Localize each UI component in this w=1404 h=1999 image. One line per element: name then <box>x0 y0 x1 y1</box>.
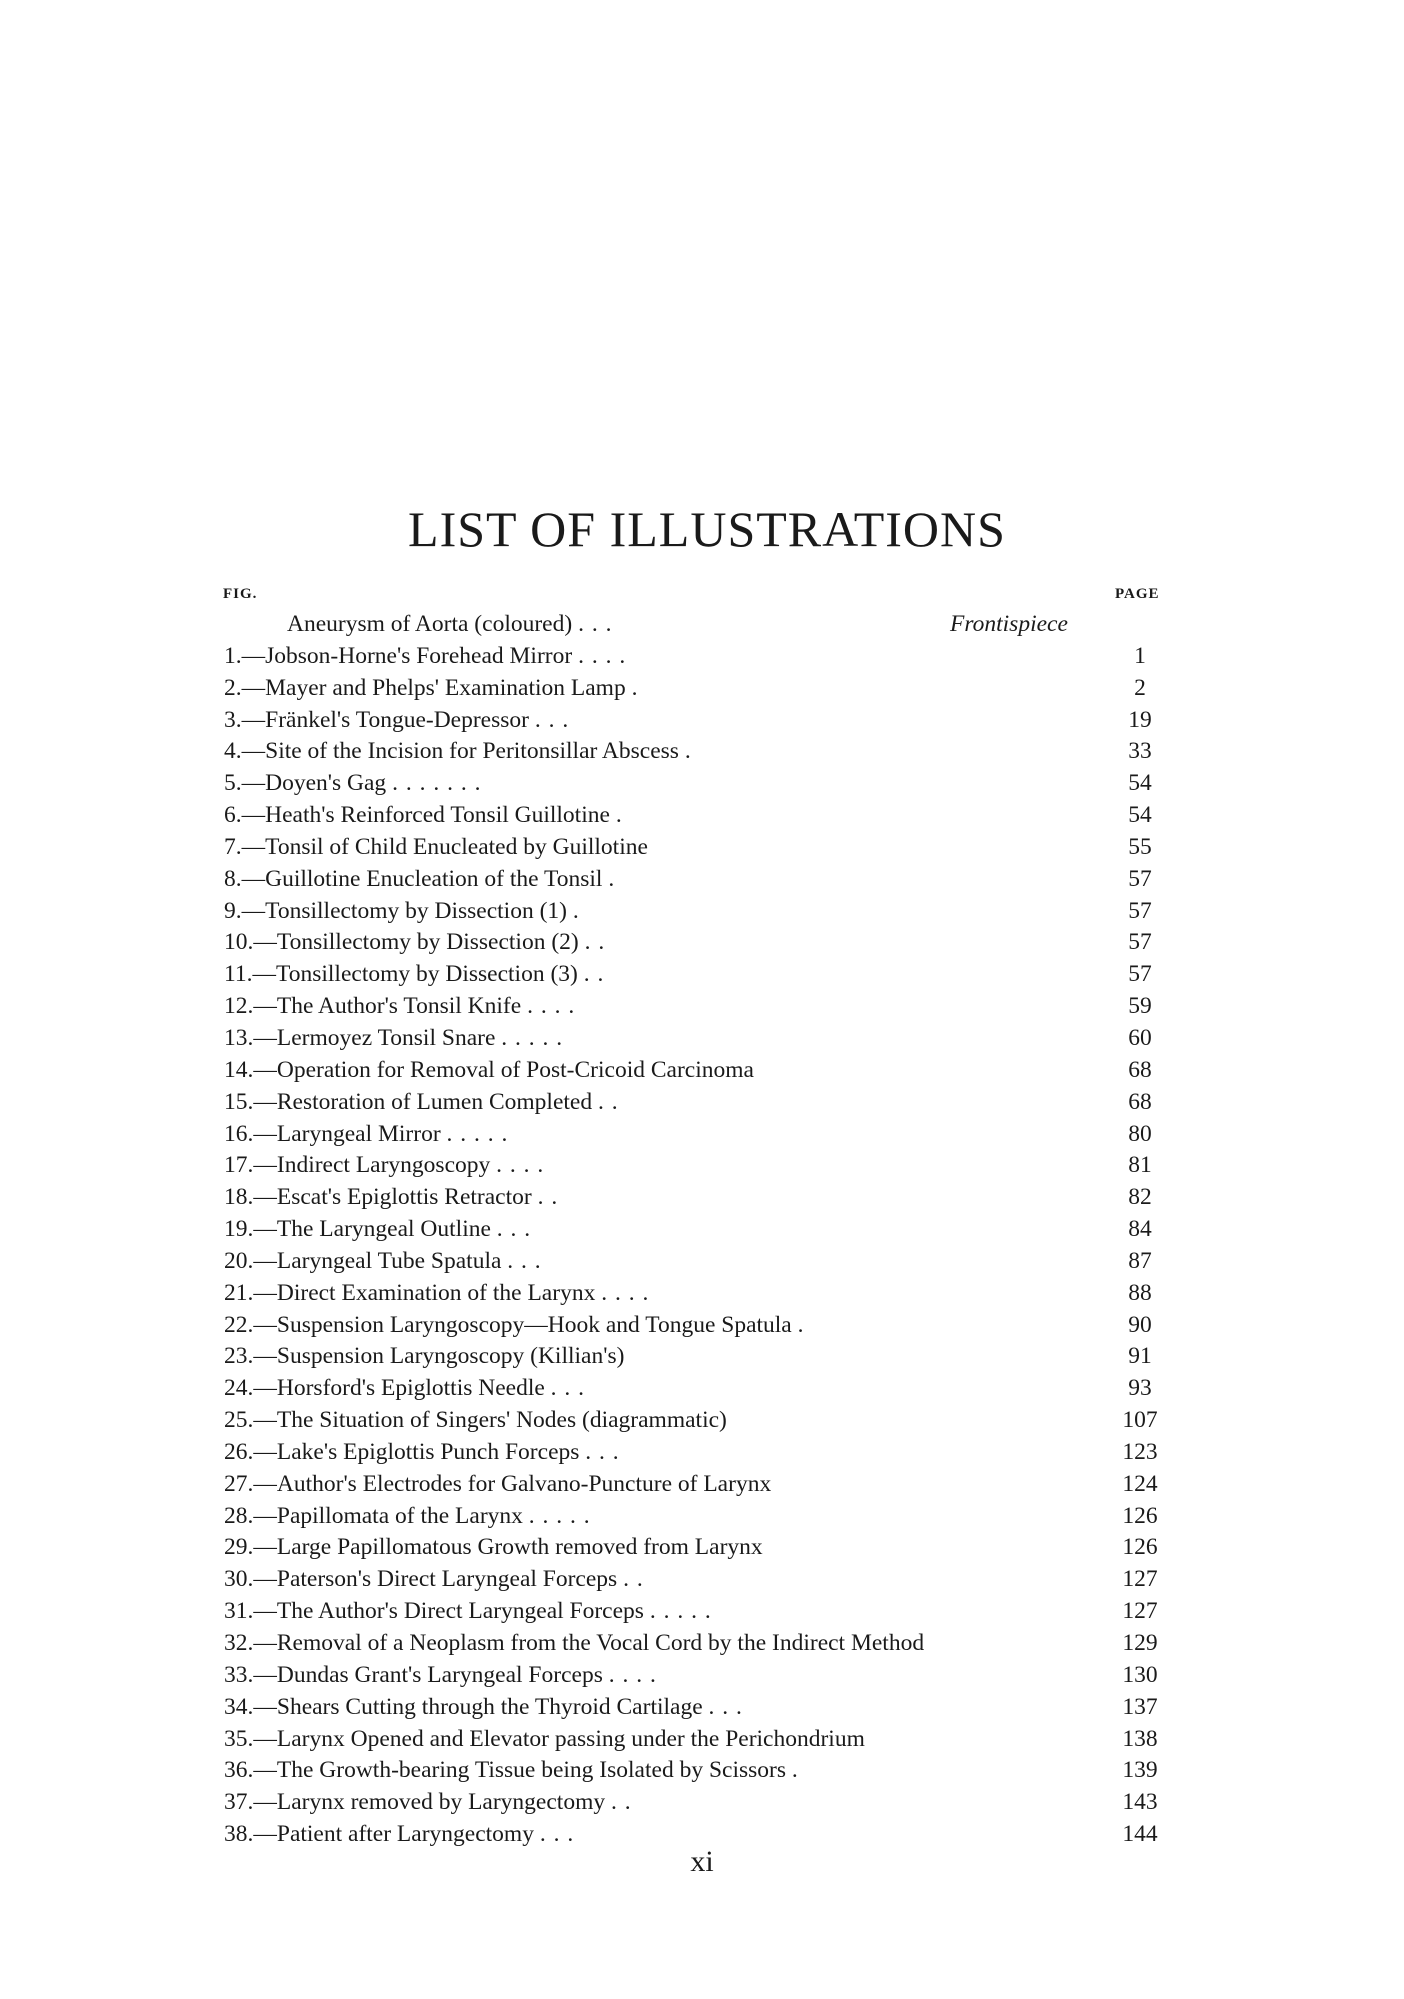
leader-dots: . . <box>583 961 605 988</box>
page-number: 57 <box>1128 897 1152 924</box>
em-dash: — <box>253 1470 277 1497</box>
page-number: 68 <box>1128 1056 1152 1083</box>
list-item <box>0 1564 1404 1596</box>
list-item-caption <box>224 1182 558 1214</box>
em-dash: — <box>252 961 277 988</box>
page-number: 81 <box>1128 1152 1152 1179</box>
page-number: 127 <box>1122 1598 1158 1625</box>
fig-title: Suspension Laryngoscopy—Hook and Tongue Spatula <box>276 1311 792 1338</box>
fig-title: Lake's Epiglottis Punch Forceps <box>276 1438 580 1465</box>
em-dash: — <box>253 1407 277 1434</box>
fig-title: Tonsil of Child Enucleated by Guillotine <box>265 833 648 860</box>
list-item-caption <box>224 1755 799 1787</box>
list-item-caption <box>224 800 623 832</box>
fig-title: The Author's Tonsil Knife <box>276 993 522 1020</box>
fig-number: 1. <box>224 642 242 669</box>
frontispiece-row <box>0 609 1404 641</box>
fig-number: 5. <box>224 770 242 797</box>
em-dash: — <box>241 674 266 701</box>
list-item <box>0 1660 1404 1692</box>
list-item-caption <box>224 1150 544 1182</box>
list-item <box>0 1119 1404 1151</box>
fig-number: 20. <box>224 1247 254 1274</box>
fig-number: 25. <box>224 1407 254 1434</box>
list-item <box>0 959 1404 991</box>
fig-number: 27. <box>224 1470 254 1497</box>
fig-title: Mayer and Phelps' Examination Lamp <box>265 674 626 701</box>
leader-dots: . . <box>537 1184 559 1211</box>
fig-title: The Situation of Singers' Nodes (diagrammatic) <box>276 1407 727 1434</box>
leader-dots: . . . <box>550 1375 586 1402</box>
page-number: 93 <box>1128 1375 1152 1402</box>
fig-number: 2. <box>224 674 242 701</box>
page-number: 124 <box>1122 1470 1158 1497</box>
list-item-caption <box>224 896 580 928</box>
page-number: 126 <box>1122 1502 1158 1529</box>
frontispiece-page: Frontispiece <box>950 611 1068 637</box>
fig-title: Paterson's Direct Laryngeal Forceps <box>276 1566 618 1593</box>
leader-dots: . . <box>623 1566 644 1593</box>
fig-title: Doyen's Gag <box>265 770 387 797</box>
fig-title: Patient after Laryngectomy <box>276 1821 534 1848</box>
list-item <box>0 1405 1404 1437</box>
list-item-caption <box>224 1501 591 1533</box>
leader-dots: . . . <box>585 1438 620 1465</box>
em-dash: — <box>253 1821 277 1848</box>
list-item-caption <box>224 1692 743 1724</box>
fig-title: Operation for Removal of Post-Cricoid Carcinoma <box>276 1056 754 1083</box>
list-item <box>0 864 1404 896</box>
list-item <box>0 1501 1404 1533</box>
fig-number: 7. <box>224 833 242 860</box>
em-dash: — <box>253 1725 277 1752</box>
list-item-caption <box>224 1724 865 1756</box>
page-number: 123 <box>1122 1438 1158 1465</box>
fig-number: 21. <box>224 1279 254 1306</box>
page-number: 60 <box>1128 1024 1152 1051</box>
list-item <box>0 1692 1404 1724</box>
list-item-caption <box>224 1596 712 1628</box>
list-item <box>0 1246 1404 1278</box>
leader-dots: . . <box>610 1789 632 1816</box>
list-item <box>0 736 1404 768</box>
list-item <box>0 927 1404 959</box>
list-item <box>0 768 1404 800</box>
list-item <box>0 1278 1404 1310</box>
leader-dots: . <box>572 897 580 924</box>
list-item-caption <box>224 959 604 991</box>
em-dash: — <box>241 802 266 829</box>
fig-number: 14. <box>224 1056 254 1083</box>
em-dash: — <box>253 1088 277 1115</box>
leader-dots: . . . . . <box>528 1502 591 1529</box>
fig-number: 32. <box>224 1630 254 1656</box>
fig-title: Heath's Reinforced Tonsil Guillotine <box>265 802 610 829</box>
page-number: 139 <box>1122 1757 1158 1784</box>
list-item-caption <box>224 1787 632 1819</box>
fig-number: 13. <box>224 1024 254 1051</box>
page-number: 80 <box>1128 1120 1152 1147</box>
leader-dots: . . <box>597 1088 619 1115</box>
fig-title: Guillotine Enucleation of the Tonsil <box>265 865 603 892</box>
em-dash: — <box>241 706 266 733</box>
em-dash: — <box>253 1216 277 1243</box>
page-number: 57 <box>1128 865 1152 892</box>
fig-title: Restoration of Lumen Completed <box>276 1088 593 1115</box>
em-dash: — <box>253 1598 277 1625</box>
page-number: 55 <box>1128 833 1152 860</box>
page-folio: xi <box>690 1845 714 1878</box>
page-number: 87 <box>1128 1247 1152 1274</box>
fig-title: Horsford's Epiglottis Needle <box>276 1375 545 1402</box>
list-item-caption <box>224 1564 644 1596</box>
em-dash: — <box>253 1757 277 1784</box>
list-item-caption <box>224 1341 624 1373</box>
fig-number: 31. <box>224 1598 254 1625</box>
list-item-caption <box>224 1087 619 1119</box>
em-dash: — <box>253 929 277 956</box>
em-dash: — <box>241 642 266 669</box>
page-number: 107 <box>1122 1407 1158 1434</box>
em-dash: — <box>241 770 266 797</box>
fig-title: Laryngeal Tube Spatula <box>276 1247 502 1274</box>
fig-title: Larynx removed by Laryngectomy <box>276 1789 606 1816</box>
em-dash: — <box>253 1184 277 1211</box>
leader-dots: . . . . . . . <box>392 770 482 797</box>
em-dash: — <box>241 897 266 924</box>
list-item <box>0 1310 1404 1342</box>
leader-dots: . <box>615 802 623 829</box>
fig-title: Laryngeal Mirror <box>276 1120 441 1147</box>
list-item <box>0 832 1404 864</box>
list-item <box>0 1755 1404 1787</box>
leader-dots: . . <box>584 929 606 956</box>
frontispiece-title <box>287 609 612 641</box>
list-item-caption <box>224 1437 620 1469</box>
em-dash: — <box>253 1024 277 1051</box>
list-item-caption <box>224 1246 542 1278</box>
leader-dots: . . . . . <box>446 1120 509 1147</box>
list-item-caption <box>224 1310 805 1342</box>
em-dash: — <box>253 1056 277 1083</box>
frontispiece-text: Aneurysm of Aorta (coloured) <box>287 611 573 637</box>
list-item-caption <box>224 1628 924 1660</box>
fig-number: 10. <box>224 929 254 956</box>
page-title: LIST OF ILLUSTRATIONS <box>408 501 1006 557</box>
fig-title: The Growth-bearing Tissue being Isolated by Scissors <box>276 1757 786 1784</box>
list-item <box>0 1214 1404 1246</box>
page-number: 57 <box>1128 961 1152 988</box>
list-item <box>0 1373 1404 1405</box>
em-dash: — <box>253 1120 277 1147</box>
page-number: 126 <box>1122 1534 1158 1561</box>
fig-title: Tonsillectomy by Dissection (3) <box>276 961 578 988</box>
list-item-caption <box>224 927 605 959</box>
list-item <box>0 1182 1404 1214</box>
page-number: 33 <box>1128 738 1152 765</box>
page-number: 138 <box>1122 1725 1158 1752</box>
fig-number: 9. <box>224 897 242 924</box>
fig-title: Author's Electrodes for Galvano-Puncture of Larynx <box>276 1470 772 1497</box>
list-item-caption <box>224 864 615 896</box>
list-item-caption <box>224 673 638 705</box>
list-item <box>0 1341 1404 1373</box>
list-item-caption <box>224 1373 585 1405</box>
frontispiece-leader-dots: . . . <box>578 611 613 637</box>
list-item <box>0 705 1404 737</box>
fig-title: Fränkel's Tongue-Depressor <box>265 706 529 733</box>
fig-number: 15. <box>224 1088 254 1115</box>
leader-dots: . <box>684 738 692 765</box>
list-item <box>0 1087 1404 1119</box>
leader-dots: . . . . . <box>501 1024 564 1051</box>
leader-dots: . <box>631 674 639 701</box>
list-item <box>0 1023 1404 1055</box>
list-item-caption <box>224 1055 754 1087</box>
em-dash: — <box>253 1375 277 1402</box>
leader-dots: . . . . <box>608 1661 657 1688</box>
leader-dots: . . . <box>708 1693 743 1720</box>
list-item <box>0 1532 1404 1564</box>
list-item-caption <box>224 991 575 1023</box>
page-number: 1 <box>1134 642 1146 669</box>
fig-number: 36. <box>224 1757 254 1784</box>
em-dash: — <box>253 1311 277 1338</box>
fig-number: 38. <box>224 1821 254 1848</box>
fig-title: Large Papillomatous Growth removed from Larynx <box>276 1534 763 1561</box>
fig-title: Indirect Laryngoscopy <box>276 1152 491 1179</box>
em-dash: — <box>253 1502 277 1529</box>
list-item <box>0 641 1404 673</box>
list-item <box>0 896 1404 928</box>
em-dash: — <box>253 993 277 1020</box>
page-number: 144 <box>1122 1821 1158 1848</box>
leader-dots: . . . <box>534 706 570 733</box>
leader-dots: . . . . <box>496 1152 545 1179</box>
leader-dots: . . . . <box>601 1279 650 1306</box>
fig-number: 34. <box>224 1693 254 1720</box>
em-dash: — <box>253 1630 277 1656</box>
fig-number: 11. <box>224 961 253 988</box>
fig-title: Jobson-Horne's Forehead Mirror <box>265 642 573 669</box>
fig-title: Tonsillectomy by Dissection (2) <box>276 929 579 956</box>
fig-number: 8. <box>224 865 242 892</box>
list-item <box>0 1150 1404 1182</box>
page-number: 88 <box>1128 1279 1152 1306</box>
em-dash: — <box>253 1534 277 1561</box>
list-item-caption <box>224 1660 657 1692</box>
list-item-caption <box>224 736 692 768</box>
fig-title: Dundas Grant's Laryngeal Forceps <box>276 1661 603 1688</box>
page-number: 54 <box>1128 770 1152 797</box>
fig-number: 30. <box>224 1566 254 1593</box>
em-dash: — <box>253 1279 277 1306</box>
list-item-caption <box>224 1214 531 1246</box>
fig-title: Papillomata of the Larynx <box>276 1502 523 1529</box>
page-number: 82 <box>1128 1184 1152 1211</box>
fig-title: Tonsillectomy by Dissection (1) <box>265 897 567 924</box>
leader-dots: . <box>791 1757 799 1784</box>
em-dash: — <box>253 1152 277 1179</box>
page-number: 57 <box>1128 929 1152 956</box>
list-item <box>0 673 1404 705</box>
page-number: 130 <box>1122 1661 1158 1688</box>
fig-title: Escat's Epiglottis Retractor <box>276 1184 532 1211</box>
leader-dots: . . . . <box>527 993 576 1020</box>
fig-number: 3. <box>224 706 242 733</box>
page-number: 59 <box>1128 993 1152 1020</box>
fig-number: 6. <box>224 802 242 829</box>
fig-column-header: FIG. <box>223 586 258 602</box>
list-item-caption <box>224 1119 508 1151</box>
em-dash: — <box>253 1789 277 1816</box>
page-number: 84 <box>1128 1216 1152 1243</box>
fig-number: 12. <box>224 993 254 1020</box>
fig-number: 22. <box>224 1311 254 1338</box>
fig-title: The Laryngeal Outline <box>276 1216 491 1243</box>
fig-title: Site of the Incision for Peritonsillar Abscess <box>265 738 679 765</box>
leader-dots: . . . <box>507 1247 542 1274</box>
fig-number: 35. <box>224 1725 254 1752</box>
leader-dots: . . . <box>539 1821 575 1848</box>
list-item <box>0 991 1404 1023</box>
list-item-caption <box>224 832 648 864</box>
leader-dots: . . . . . <box>649 1598 712 1625</box>
em-dash: — <box>241 833 266 860</box>
list-item-caption <box>224 768 481 800</box>
em-dash: — <box>241 738 266 765</box>
list-item-caption <box>224 1278 649 1310</box>
em-dash: — <box>253 1247 277 1274</box>
list-item-caption <box>224 1023 563 1055</box>
list-item <box>0 1628 1404 1660</box>
page-number: 2 <box>1134 674 1146 701</box>
fig-title: Shears Cutting through the Thyroid Cartilage <box>276 1693 703 1720</box>
illustrations-list <box>0 609 1404 1851</box>
fig-number: 16. <box>224 1120 254 1147</box>
leader-dots: . . . <box>496 1216 532 1243</box>
fig-title: Suspension Laryngoscopy (Killian's) <box>276 1343 625 1370</box>
list-item <box>0 1437 1404 1469</box>
leader-dots: . <box>797 1311 805 1338</box>
fig-number: 28. <box>224 1502 254 1529</box>
em-dash: — <box>253 1693 277 1720</box>
fig-number: 18. <box>224 1184 254 1211</box>
list-item-caption <box>224 1532 763 1564</box>
leader-dots: . <box>608 865 616 892</box>
fig-number: 19. <box>224 1216 254 1243</box>
page-number: 19 <box>1128 706 1152 733</box>
em-dash: — <box>241 865 266 892</box>
list-item <box>0 1724 1404 1756</box>
list-item <box>0 1596 1404 1628</box>
fig-number: 37. <box>224 1789 254 1816</box>
fig-number: 17. <box>224 1152 254 1179</box>
page-column-header: PAGE <box>1115 586 1160 602</box>
page-number: 90 <box>1128 1311 1152 1338</box>
list-item-caption <box>224 1405 727 1437</box>
fig-title: The Author's Direct Laryngeal Forceps <box>276 1598 644 1625</box>
fig-number: 23. <box>224 1343 254 1370</box>
fig-title: Direct Examination of the Larynx <box>276 1279 596 1306</box>
fig-title: Removal of a Neoplasm from the Vocal Cord by the Indirect Method <box>276 1630 925 1656</box>
em-dash: — <box>253 1343 277 1370</box>
page-number: 54 <box>1128 802 1152 829</box>
fig-number: 26. <box>224 1438 254 1465</box>
page-number: 68 <box>1128 1088 1152 1115</box>
list-item-caption <box>224 641 626 673</box>
list-item <box>0 1055 1404 1087</box>
page-number: 137 <box>1122 1693 1158 1720</box>
list-item <box>0 1787 1404 1819</box>
page-number: 127 <box>1122 1566 1158 1593</box>
fig-number: 24. <box>224 1375 254 1402</box>
em-dash: — <box>253 1661 277 1688</box>
fig-number: 33. <box>224 1661 254 1688</box>
page-number: 129 <box>1122 1630 1158 1656</box>
fig-title: Lermoyez Tonsil Snare <box>276 1024 496 1051</box>
page-number: 143 <box>1122 1789 1158 1816</box>
list-item-caption <box>224 1469 771 1501</box>
em-dash: — <box>253 1566 277 1593</box>
em-dash: — <box>253 1438 277 1465</box>
list-item <box>0 800 1404 832</box>
fig-number: 29. <box>224 1534 254 1561</box>
fig-number: 4. <box>224 738 242 765</box>
fig-title: Larynx Opened and Elevator passing under the Perichondrium <box>276 1725 865 1752</box>
list-item-caption <box>224 705 569 737</box>
leader-dots: . . . . <box>578 642 627 669</box>
page-number: 91 <box>1128 1343 1152 1370</box>
list-item <box>0 1469 1404 1501</box>
